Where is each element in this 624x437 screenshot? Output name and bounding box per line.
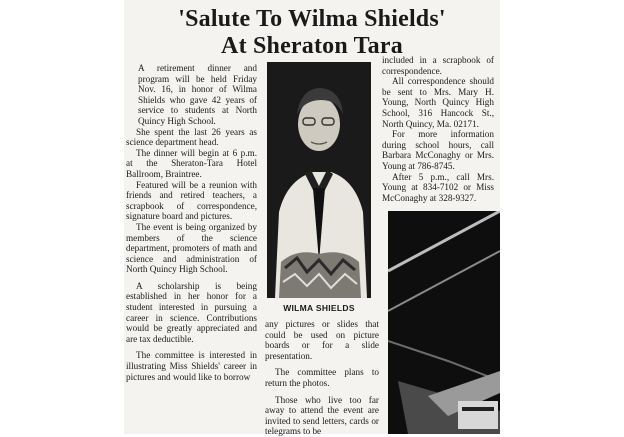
paragraph: any pictures or slides that could be used on picture boards or for a slide presentation. — [265, 319, 379, 361]
paragraph: A scholarship is being established in her honor for a student interested in pursuing a career in science. Contributions would be greatly appreciated and are tax deductible. — [126, 280, 257, 344]
paragraph: The dinner will begin at 6 p.m. at the Sheraton-Tara Hotel Ballroom, Braintree. — [126, 147, 257, 179]
paragraph: Featured will be a reunion with friends and retired teachers, a scrapbook of correspondence, signature board and pictures. — [126, 179, 257, 222]
portrait-image — [267, 62, 371, 298]
paragraph: For more information during school hours, call Barbara McConaghy or Mrs. Young at 786-8745. — [382, 129, 494, 171]
article-column-1 — [126, 63, 257, 382]
paragraph: All correspondence should be sent to Mrs. Mary H. Young, North Quincy High School, 316 Hancock St., North Quincy, Ma. 02171. — [382, 76, 494, 129]
paragraph: The committee plans to return the photos. — [265, 367, 379, 388]
adjacent-photo-image — [388, 211, 500, 434]
paragraph: She spent the last 26 years as science department head. — [126, 126, 257, 148]
photo-caption: WILMA SHIELDS — [283, 303, 355, 313]
paragraph: included in a scrapbook of correspondence. — [382, 55, 494, 76]
headline-line-2: At Sheraton Tara — [221, 33, 403, 59]
paragraph: The committee is interested in illustrating Miss Shields' career in pictures and would like to borrow — [126, 350, 257, 382]
adjacent-photo — [388, 211, 500, 434]
article-column-3 — [382, 55, 494, 203]
newspaper-clipping — [124, 0, 500, 437]
paragraph: A retirement dinner and program will be held Friday Nov. 16, in honor of Wilma Shields who gave 42 years of service to students at North Quincy High School. — [138, 63, 257, 126]
headline-line-1: 'Salute To Wilma Shields' — [178, 6, 446, 32]
paragraph: After 5 p.m., call Mrs. Young at 834-7102 or Miss McConaghy at 328-9327. — [382, 171, 494, 203]
article-column-2 — [265, 319, 379, 437]
paragraph: Those who live too far away to attend the event are invited to send letters, cards or telegrams to be — [265, 394, 379, 437]
portrait-photo — [267, 62, 371, 298]
paragraph: The event is being organized by members of the science department, promoters of math and science and administration of North Quincy High School. — [126, 221, 257, 275]
